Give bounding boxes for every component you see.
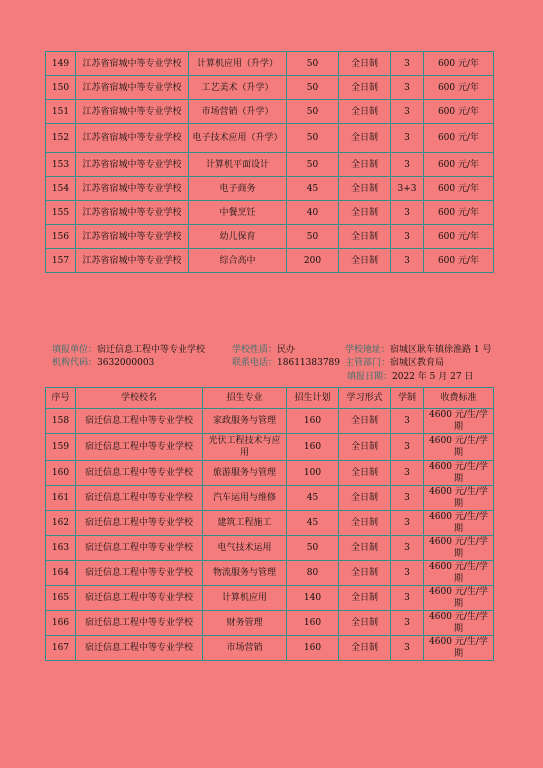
cell-fee: 600 元/年 bbox=[424, 249, 494, 273]
cell-no: 163 bbox=[46, 536, 76, 561]
cell-fee: 600 元/年 bbox=[424, 177, 494, 201]
cell-form: 全日制 bbox=[339, 153, 391, 177]
school-nature bbox=[232, 344, 295, 356]
cell-form: 全日制 bbox=[339, 100, 391, 124]
cell-form: 全日制 bbox=[339, 611, 391, 636]
header-plan: 招生计划 bbox=[287, 388, 339, 409]
cell-fee: 4600 元/生/学期 bbox=[424, 611, 494, 636]
table-row bbox=[46, 124, 494, 153]
cell-school: 江苏省宿城中等专业学校 bbox=[76, 201, 189, 225]
org-code bbox=[52, 357, 154, 369]
cell-school: 江苏省宿城中等专业学校 bbox=[76, 249, 189, 273]
cell-plan: 100 bbox=[287, 461, 339, 486]
school-address-label: 学校地址： bbox=[345, 345, 391, 355]
enrollment-table-2 bbox=[45, 387, 494, 661]
cell-no: 164 bbox=[46, 561, 76, 586]
cell-years: 3 bbox=[391, 561, 424, 586]
cell-major: 家政服务与管理 bbox=[203, 409, 287, 434]
cell-form: 全日制 bbox=[339, 225, 391, 249]
cell-form: 全日制 bbox=[339, 409, 391, 434]
table-row bbox=[46, 561, 494, 586]
header-major: 招生专业 bbox=[203, 388, 287, 409]
cell-form: 全日制 bbox=[339, 52, 391, 76]
header-fee: 收费标准 bbox=[424, 388, 494, 409]
cell-school: 宿迁信息工程中等专业学校 bbox=[76, 434, 203, 461]
cell-plan: 45 bbox=[287, 486, 339, 511]
cell-school: 宿迁信息工程中等专业学校 bbox=[76, 611, 203, 636]
cell-major: 市场营销 bbox=[203, 636, 287, 661]
cell-school: 宿迁信息工程中等专业学校 bbox=[76, 511, 203, 536]
cell-major: 旅游服务与管理 bbox=[203, 461, 287, 486]
fill-unit bbox=[52, 344, 205, 356]
cell-major: 电子技术应用（升学） bbox=[189, 124, 287, 153]
fill-unit-label: 填报单位： bbox=[52, 345, 98, 355]
cell-school: 宿迁信息工程中等专业学校 bbox=[76, 636, 203, 661]
cell-fee: 4600 元/生/学期 bbox=[424, 586, 494, 611]
org-code-value: 3632000003 bbox=[97, 358, 155, 368]
cell-fee: 600 元/年 bbox=[424, 100, 494, 124]
cell-school: 宿迁信息工程中等专业学校 bbox=[76, 536, 203, 561]
cell-fee: 4600 元/生/学期 bbox=[424, 561, 494, 586]
school-nature-label: 学校性质： bbox=[232, 345, 278, 355]
cell-years: 3 bbox=[391, 511, 424, 536]
cell-school: 江苏省宿城中等专业学校 bbox=[76, 52, 189, 76]
cell-form: 全日制 bbox=[339, 124, 391, 153]
fill-date-value: 2022 年 5 月 27 日 bbox=[392, 372, 474, 382]
cell-school: 江苏省宿城中等专业学校 bbox=[76, 76, 189, 100]
cell-major: 计算机应用（升学） bbox=[189, 52, 287, 76]
table-row bbox=[46, 511, 494, 536]
cell-school: 江苏省宿城中等专业学校 bbox=[76, 225, 189, 249]
cell-years: 3 bbox=[391, 52, 424, 76]
cell-major: 电气技术运用 bbox=[203, 536, 287, 561]
cell-plan: 140 bbox=[287, 586, 339, 611]
cell-major: 物流服务与管理 bbox=[203, 561, 287, 586]
contact-phone-label: 联系电话： bbox=[232, 358, 278, 368]
header-years: 学制 bbox=[391, 388, 424, 409]
cell-fee: 4600 元/生/学期 bbox=[424, 409, 494, 434]
cell-plan: 50 bbox=[287, 153, 339, 177]
header-row bbox=[46, 388, 494, 409]
header-no: 序号 bbox=[46, 388, 76, 409]
cell-form: 全日制 bbox=[339, 586, 391, 611]
cell-years: 3 bbox=[391, 409, 424, 434]
cell-no: 165 bbox=[46, 586, 76, 611]
cell-no: 155 bbox=[46, 201, 76, 225]
school-nature-value: 民办 bbox=[277, 345, 296, 355]
contact-phone-value: 18611383789 bbox=[277, 358, 341, 368]
cell-plan: 50 bbox=[287, 100, 339, 124]
table-row bbox=[46, 536, 494, 561]
cell-plan: 50 bbox=[287, 52, 339, 76]
table-row bbox=[46, 611, 494, 636]
cell-major: 电子商务 bbox=[189, 177, 287, 201]
cell-school: 江苏省宿城中等专业学校 bbox=[76, 177, 189, 201]
fill-date-label: 填报日期： bbox=[347, 372, 393, 382]
cell-no: 156 bbox=[46, 225, 76, 249]
cell-form: 全日制 bbox=[339, 461, 391, 486]
cell-no: 152 bbox=[46, 124, 76, 153]
cell-form: 全日制 bbox=[339, 249, 391, 273]
org-code-label: 机构代码： bbox=[52, 358, 98, 368]
cell-plan: 50 bbox=[287, 536, 339, 561]
cell-fee: 600 元/年 bbox=[424, 124, 494, 153]
supervisor-dept-value: 宿城区教育局 bbox=[390, 358, 445, 368]
cell-fee: 600 元/年 bbox=[424, 76, 494, 100]
cell-form: 全日制 bbox=[339, 177, 391, 201]
table-row bbox=[46, 586, 494, 611]
supervisor-dept-label: 主管部门： bbox=[345, 358, 391, 368]
cell-no: 157 bbox=[46, 249, 76, 273]
cell-major: 幼儿保育 bbox=[189, 225, 287, 249]
cell-fee: 600 元/年 bbox=[424, 201, 494, 225]
table-row bbox=[46, 225, 494, 249]
cell-fee: 600 元/年 bbox=[424, 153, 494, 177]
header-school: 学校校名 bbox=[76, 388, 203, 409]
table-row bbox=[46, 52, 494, 76]
cell-no: 159 bbox=[46, 434, 76, 461]
cell-form: 全日制 bbox=[339, 434, 391, 461]
cell-school: 宿迁信息工程中等专业学校 bbox=[76, 409, 203, 434]
header-form: 学习形式 bbox=[339, 388, 391, 409]
cell-form: 全日制 bbox=[339, 561, 391, 586]
table-row bbox=[46, 76, 494, 100]
cell-years: 3 bbox=[391, 201, 424, 225]
table-row bbox=[46, 636, 494, 661]
cell-years: 3 bbox=[391, 611, 424, 636]
school-address bbox=[345, 344, 491, 356]
table-row bbox=[46, 461, 494, 486]
cell-fee: 4600 元/生/学期 bbox=[424, 434, 494, 461]
contact-phone bbox=[232, 357, 340, 369]
cell-major: 中餐烹饪 bbox=[189, 201, 287, 225]
cell-plan: 45 bbox=[287, 511, 339, 536]
table2-body bbox=[46, 409, 494, 661]
table-row bbox=[46, 434, 494, 461]
cell-major: 汽车运用与维修 bbox=[203, 486, 287, 511]
cell-no: 150 bbox=[46, 76, 76, 100]
table-row bbox=[46, 409, 494, 434]
cell-plan: 50 bbox=[287, 76, 339, 100]
table-row bbox=[46, 486, 494, 511]
cell-fee: 600 元/年 bbox=[424, 52, 494, 76]
table-row bbox=[46, 100, 494, 124]
cell-major: 综合高中 bbox=[189, 249, 287, 273]
cell-years: 3 bbox=[391, 100, 424, 124]
cell-years: 3 bbox=[391, 124, 424, 153]
cell-years: 3 bbox=[391, 586, 424, 611]
cell-plan: 50 bbox=[287, 225, 339, 249]
cell-years: 3 bbox=[391, 486, 424, 511]
cell-school: 江苏省宿城中等专业学校 bbox=[76, 153, 189, 177]
cell-school: 江苏省宿城中等专业学校 bbox=[76, 100, 189, 124]
cell-plan: 160 bbox=[287, 636, 339, 661]
cell-plan: 160 bbox=[287, 409, 339, 434]
cell-major: 建筑工程施工 bbox=[203, 511, 287, 536]
cell-school: 江苏省宿城中等专业学校 bbox=[76, 124, 189, 153]
cell-school: 宿迁信息工程中等专业学校 bbox=[76, 486, 203, 511]
table2-header bbox=[46, 388, 494, 409]
cell-years: 3 bbox=[391, 636, 424, 661]
cell-major: 计算机平面设计 bbox=[189, 153, 287, 177]
cell-major: 光伏工程技术与应用 bbox=[203, 434, 287, 461]
cell-years: 3+3 bbox=[391, 177, 424, 201]
fill-date bbox=[347, 371, 473, 383]
cell-fee: 600 元/年 bbox=[424, 225, 494, 249]
cell-major: 计算机应用 bbox=[203, 586, 287, 611]
cell-no: 167 bbox=[46, 636, 76, 661]
supervisor-dept bbox=[345, 357, 444, 369]
cell-no: 149 bbox=[46, 52, 76, 76]
cell-school: 宿迁信息工程中等专业学校 bbox=[76, 461, 203, 486]
cell-no: 160 bbox=[46, 461, 76, 486]
cell-no: 151 bbox=[46, 100, 76, 124]
cell-major: 市场营销（升学） bbox=[189, 100, 287, 124]
cell-form: 全日制 bbox=[339, 636, 391, 661]
cell-no: 166 bbox=[46, 611, 76, 636]
cell-form: 全日制 bbox=[339, 486, 391, 511]
cell-plan: 200 bbox=[287, 249, 339, 273]
cell-form: 全日制 bbox=[339, 76, 391, 100]
cell-years: 3 bbox=[391, 225, 424, 249]
cell-years: 3 bbox=[391, 249, 424, 273]
cell-plan: 160 bbox=[287, 611, 339, 636]
cell-school: 宿迁信息工程中等专业学校 bbox=[76, 561, 203, 586]
table1-body bbox=[46, 52, 494, 273]
cell-fee: 4600 元/生/学期 bbox=[424, 486, 494, 511]
cell-no: 158 bbox=[46, 409, 76, 434]
cell-no: 162 bbox=[46, 511, 76, 536]
cell-no: 154 bbox=[46, 177, 76, 201]
cell-no: 161 bbox=[46, 486, 76, 511]
cell-fee: 4600 元/生/学期 bbox=[424, 511, 494, 536]
cell-major: 工艺美术（升学） bbox=[189, 76, 287, 100]
cell-fee: 4600 元/生/学期 bbox=[424, 636, 494, 661]
table-row bbox=[46, 249, 494, 273]
table-row bbox=[46, 201, 494, 225]
cell-no: 153 bbox=[46, 153, 76, 177]
cell-plan: 160 bbox=[287, 434, 339, 461]
cell-plan: 40 bbox=[287, 201, 339, 225]
school-address-value: 宿城区耿车镇徐淮路 1 号 bbox=[390, 345, 492, 355]
cell-form: 全日制 bbox=[339, 201, 391, 225]
table-row bbox=[46, 153, 494, 177]
cell-form: 全日制 bbox=[339, 536, 391, 561]
cell-years: 3 bbox=[391, 536, 424, 561]
cell-school: 宿迁信息工程中等专业学校 bbox=[76, 586, 203, 611]
table-row bbox=[46, 177, 494, 201]
cell-major: 财务管理 bbox=[203, 611, 287, 636]
cell-plan: 50 bbox=[287, 124, 339, 153]
cell-years: 3 bbox=[391, 434, 424, 461]
cell-plan: 45 bbox=[287, 177, 339, 201]
cell-years: 3 bbox=[391, 461, 424, 486]
enrollment-table-1 bbox=[45, 51, 494, 273]
cell-fee: 4600 元/生/学期 bbox=[424, 536, 494, 561]
cell-years: 3 bbox=[391, 76, 424, 100]
fill-unit-value: 宿迁信息工程中等专业学校 bbox=[97, 345, 206, 355]
cell-fee: 4600 元/生/学期 bbox=[424, 461, 494, 486]
cell-plan: 80 bbox=[287, 561, 339, 586]
cell-form: 全日制 bbox=[339, 511, 391, 536]
cell-years: 3 bbox=[391, 153, 424, 177]
